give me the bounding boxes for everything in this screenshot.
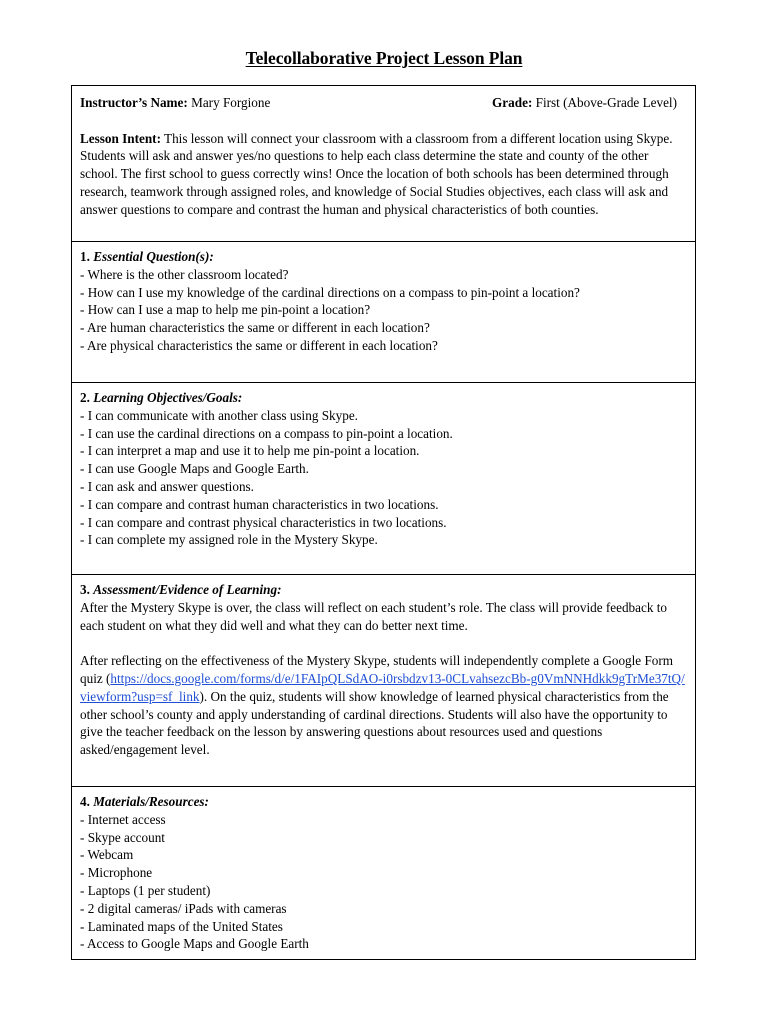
list-item: - Are physical characteristics the same or different in each location? [80, 337, 687, 355]
list-item: - 2 digital cameras/ iPads with cameras [80, 900, 687, 918]
learning-objectives-list [80, 407, 687, 549]
section-number: 4. [80, 794, 90, 809]
lesson-intent [80, 130, 687, 219]
instructor-field [80, 94, 270, 112]
list-item: - How can I use my knowledge of the cardinal directions on a compass to pin-point a location? [80, 284, 687, 302]
section-heading: Materials/Resources: [93, 794, 209, 809]
section-number: 3. [80, 582, 90, 597]
list-item: - Skype account [80, 829, 687, 847]
essential-questions-heading [80, 248, 687, 266]
assessment-paragraph-2 [80, 652, 687, 759]
header-section [72, 86, 695, 241]
materials-section [72, 786, 695, 959]
section-number: 1. [80, 249, 90, 264]
essential-questions-section [72, 241, 695, 382]
page-title-text: Telecollaborative Project Lesson Plan [245, 48, 523, 68]
google-form-quiz-link[interactable]: https://docs.google.com/forms/d/e/1FAIpQLSdAO-i0rsbdzv13-0CLvahsezcBb-g0VmNNHdkk9gTrMe37tQ/viewform?usp=sf_link [80, 670, 685, 704]
section-number: 2. [80, 390, 90, 405]
page-title [0, 48, 768, 69]
section-heading: Essential Question(s): [93, 249, 214, 264]
assessment-paragraph-1: After the Mystery Skype is over, the class will reflect on each student’s role. The class will provide feedback to each student on what they did well and what they can do better next time. [80, 599, 667, 633]
list-item: - Microphone [80, 864, 687, 882]
list-item: - Are human characteristics the same or different in each location? [80, 319, 687, 337]
assessment-text-after-link: ). On the quiz, students will show knowledge of learned physical characteristics from the other school’s county and apply understanding of cardinal directions. Students will also have the opportunity to give the teacher feedback on the lesson by answering questions about resources used and questions asked/engagement level. [80, 688, 669, 758]
instructor-grade-row [80, 94, 687, 112]
lesson-plan-table [71, 85, 696, 960]
assessment-section [72, 574, 695, 786]
list-item: - Access to Google Maps and Google Earth [80, 935, 687, 953]
list-item: - I can use Google Maps and Google Earth. [80, 460, 687, 478]
list-item: - Webcam [80, 846, 687, 864]
materials-list [80, 811, 687, 953]
list-item: - I can complete my assigned role in the Mystery Skype. [80, 531, 687, 549]
list-item: - Laptops (1 per student) [80, 882, 687, 900]
list-item: - I can interpret a map and use it to help me pin-point a location. [80, 442, 687, 460]
assessment-heading [80, 581, 687, 599]
instructor-label: Instructor’s Name: [80, 95, 188, 110]
essential-questions-list [80, 266, 687, 355]
materials-heading [80, 793, 687, 811]
learning-objectives-section [72, 382, 695, 574]
list-item: - Internet access [80, 811, 687, 829]
grade-field [492, 94, 677, 112]
list-item: - I can communicate with another class using Skype. [80, 407, 687, 425]
grade-label: Grade: [492, 95, 533, 110]
grade-value: First (Above-Grade Level) [535, 95, 677, 110]
list-item: - I can use the cardinal directions on a compass to pin-point a location. [80, 425, 687, 443]
section-heading: Assessment/Evidence of Learning: [93, 582, 282, 597]
list-item: - Where is the other classroom located? [80, 266, 687, 284]
instructor-value: Mary Forgione [191, 95, 271, 110]
list-item: - I can compare and contrast physical characteristics in two locations. [80, 514, 687, 532]
lesson-intent-text: This lesson will connect your classroom with a classroom from a different location using Skype. Students will ask and answer yes/no questions to help each class determine the state and county of the other school. The first school to guess correctly wins! Once the location of both schools has been determined through research, teamwork through assigned roles, and knowledge of Social Studies objectives, each class will ask and answer questions to compare and contrast the human and physical characteristics of both counties. [80, 130, 673, 217]
learning-objectives-heading [80, 389, 687, 407]
list-item: - Laminated maps of the United States [80, 918, 687, 936]
list-item: - How can I use a map to help me pin-point a location? [80, 301, 687, 319]
list-item: - I can compare and contrast human characteristics in two locations. [80, 496, 687, 514]
assessment-text-before-link: After reflecting on the effectiveness of the Mystery Skype, students will independently complete a Google Form quiz ( [80, 653, 674, 686]
section-heading: Learning Objectives/Goals: [93, 390, 243, 405]
lesson-intent-label: Lesson Intent: [80, 130, 161, 146]
list-item: - I can ask and answer questions. [80, 478, 687, 496]
